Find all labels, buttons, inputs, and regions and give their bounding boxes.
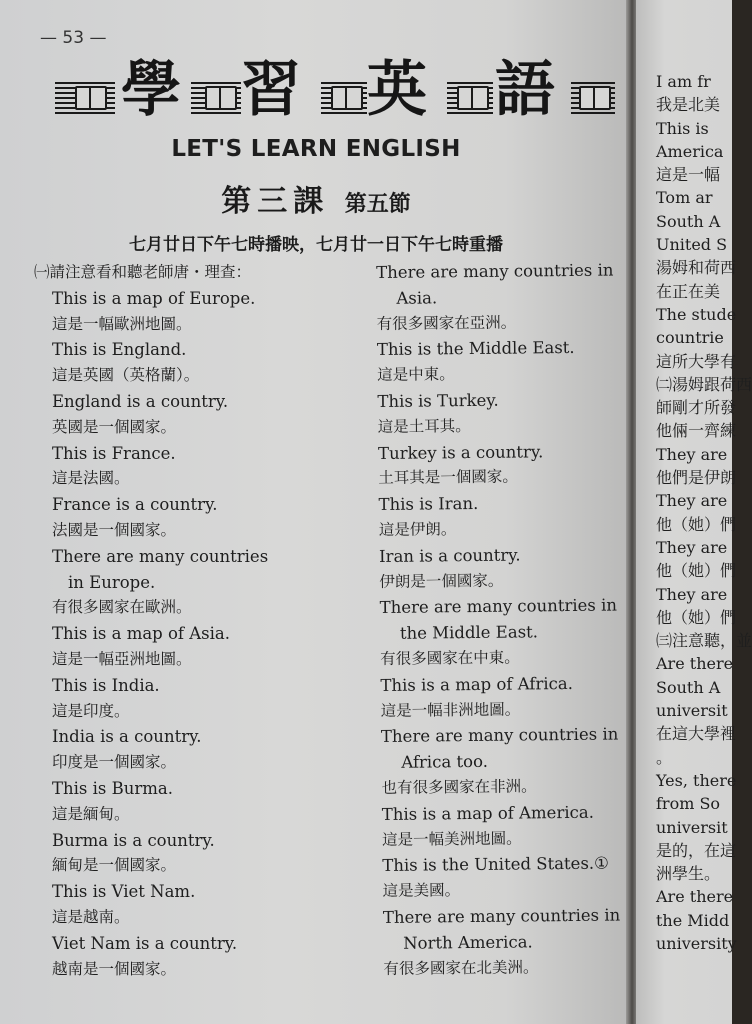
subtitle-english: LET'S LEARN ENGLISH	[171, 136, 461, 162]
text-line: India is a country.	[52, 727, 202, 747]
lesson-heading	[0, 176, 632, 220]
text-line: There are many countries in	[380, 724, 619, 747]
text-line: This is France.	[52, 443, 176, 463]
text-line: 這是法國。	[52, 469, 130, 488]
text-line: 這是土耳其。	[377, 416, 471, 436]
text-line: 這是緬甸。	[52, 804, 130, 823]
text-line: 這是一幅歐洲地圖。	[52, 314, 192, 333]
text-line: There are many countries in	[376, 260, 614, 282]
text-line: 法國是一個國家。	[52, 520, 177, 539]
page-number: — 53 —	[40, 28, 107, 48]
next-page-line: They are	[656, 491, 728, 511]
next-page-line: 他（她）們	[656, 514, 737, 534]
text-line: 這是越南。	[52, 907, 130, 926]
next-page-line: The stude	[656, 304, 737, 324]
text-line: 伊朗是一個國家。	[379, 571, 504, 591]
next-page-line: 洲學生。	[656, 864, 721, 884]
right-text-column	[376, 257, 630, 982]
lesson-title: 第三課	[221, 184, 330, 219]
text-line: 緬甸是一個國家。	[52, 856, 177, 875]
next-page-line: universit	[656, 701, 728, 721]
next-page-line: Are there	[656, 654, 734, 674]
next-page-line: the Midd	[656, 910, 730, 930]
next-page-line: 他們是伊朗	[656, 468, 737, 488]
text-line: Burma is a country.	[52, 830, 215, 850]
banner-char-3: 英	[367, 55, 427, 125]
next-page-line: 在正在美	[656, 281, 721, 301]
text-line: 有很多國家在北美洲。	[383, 957, 539, 978]
next-page-line: 他（她）們	[656, 561, 737, 581]
next-page-line: 這所大學有	[656, 351, 737, 371]
text-line: This is Turkey.	[377, 390, 499, 411]
text-line: 這是印度。	[52, 701, 130, 720]
next-page-line: from So	[656, 794, 721, 814]
text-line: 這是一幅非洲地圖。	[380, 700, 521, 720]
text-line: This is the United States.①	[382, 853, 609, 876]
next-page-line: They are	[656, 444, 728, 464]
next-page-line: 。	[656, 747, 673, 767]
next-page-line: 師剛才所發	[656, 398, 737, 418]
next-page-fragments	[656, 70, 752, 955]
next-page-line: 湯姆和荷西	[656, 258, 737, 278]
text-line: This is Viet Nam.	[52, 882, 196, 902]
text-line: 印度是一個國家。	[52, 753, 177, 772]
text-line: ㈠請注意看和聽老師唐・理查：	[34, 263, 252, 281]
next-page-line: 是的，在這	[656, 840, 737, 860]
text-line: This is England.	[52, 340, 187, 360]
text-line: This is a map of Europe.	[52, 288, 256, 308]
next-page-line: South A	[656, 211, 721, 231]
next-page-line: South A	[656, 677, 721, 697]
banner-char-4: 語	[495, 55, 555, 125]
next-page-line: They are	[656, 584, 728, 604]
book-icon	[457, 86, 489, 110]
text-line: Viet Nam is a country.	[52, 933, 238, 953]
text-line: This is a map of America.	[381, 802, 594, 824]
next-page-line: university	[656, 933, 737, 953]
next-page-line: This is	[656, 118, 709, 138]
next-page-line: 我是北美	[656, 95, 721, 115]
next-page-line: ㈡湯姆跟荷西	[656, 374, 752, 394]
book-icon	[205, 86, 237, 110]
left-text-column	[34, 260, 334, 982]
text-line: Africa too.	[401, 751, 489, 772]
text-line: 這是一幅美洲地圖。	[381, 829, 522, 849]
next-page-line: I am fr	[656, 72, 711, 91]
next-page-line: universit	[656, 817, 728, 837]
next-page-line: 他（她）們	[656, 607, 737, 627]
next-page-line: 在這大學裡	[656, 724, 737, 744]
next-page-line: They are	[656, 537, 728, 557]
next-page-line: United S	[656, 235, 728, 255]
text-line: This is Burma.	[52, 778, 173, 798]
next-page-line: Are there	[656, 887, 734, 907]
text-line: 這是英國（英格蘭）。	[52, 366, 200, 385]
text-line: Iran is a country.	[379, 545, 521, 566]
text-line: This is Iran.	[378, 494, 479, 515]
book-icon	[331, 86, 363, 110]
text-line: 這是中東。	[377, 365, 455, 385]
next-page-line: America	[656, 141, 724, 161]
text-line: 土耳其是一個國家。	[378, 467, 518, 488]
banner-char-1: 學	[121, 55, 181, 125]
text-line: This is a map of Asia.	[52, 624, 231, 644]
text-line: France is a country.	[52, 495, 218, 515]
text-line: 越南是一個國家。	[52, 959, 177, 978]
section-title: 第五節	[344, 191, 411, 217]
text-line: 有很多國家在歐洲。	[52, 598, 192, 617]
text-line: This is India.	[52, 675, 160, 695]
text-line: 英國是一個國家。	[52, 417, 177, 436]
book-icon	[579, 86, 611, 110]
next-page-line: ㈢注意聽，並	[656, 631, 752, 651]
text-line: This is the Middle East.	[376, 338, 575, 360]
next-page-line: 他倆一齊練	[656, 421, 737, 441]
broadcast-schedule: 七月廿日下午七時播映，七月廿一日下午七時重播	[129, 235, 503, 255]
text-line: 也有很多國家在非洲。	[381, 777, 537, 797]
text-line: There are many countries	[52, 546, 269, 566]
right-page-edge	[636, 0, 752, 1024]
next-page-line: 這是一幅	[656, 165, 721, 185]
book-icon	[75, 86, 107, 110]
text-line: 這是一幅亞洲地圖。	[52, 649, 192, 668]
text-line: 這是伊朗。	[378, 520, 457, 539]
text-line: Asia.	[396, 288, 438, 308]
header-banner	[55, 50, 615, 136]
text-line: 有很多國家在中東。	[380, 648, 520, 668]
text-line: in Europe.	[68, 572, 156, 592]
text-line: Turkey is a country.	[377, 441, 544, 463]
text-line: 有很多國家在亞洲。	[376, 313, 517, 333]
text-line: There are many countries in	[382, 905, 621, 927]
text-line: North America.	[403, 932, 533, 953]
text-line: the Middle East.	[399, 622, 539, 643]
text-line: This is a map of Africa.	[380, 673, 574, 695]
text-line: There are many countries in	[379, 595, 618, 618]
next-page-line: Yes, there	[656, 770, 737, 790]
banner-char-2: 習	[241, 55, 301, 125]
next-page-line: countrie	[656, 328, 724, 348]
text-line: 這是美國。	[382, 881, 461, 901]
text-line: England is a country.	[52, 391, 229, 411]
next-page-line: Tom ar	[656, 188, 713, 208]
